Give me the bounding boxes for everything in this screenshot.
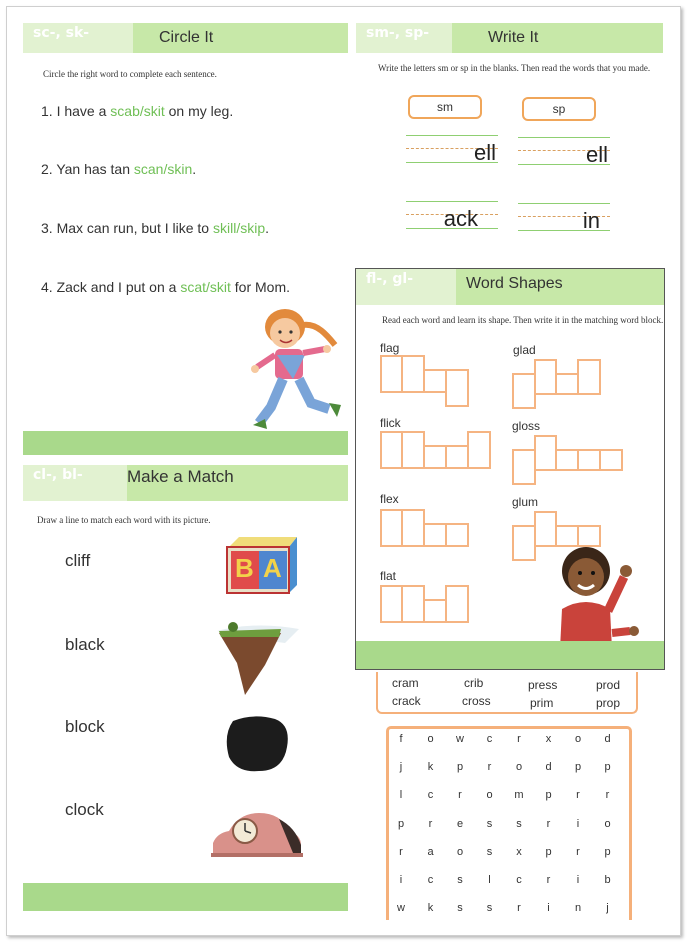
write-it-instruction: Write the letters sm or sp in the blanks. Then read the words that you made. [378,63,651,73]
grid-letter[interactable]: x [545,733,552,745]
grid-letter[interactable]: r [458,789,462,802]
shape-box[interactable] [380,585,403,623]
grid-letter[interactable]: e [456,817,464,830]
grid-letter[interactable]: o [604,817,611,830]
grid-letter[interactable]: r [517,902,521,915]
word-glad: glad [513,343,536,357]
grid-letter[interactable]: d [545,761,552,774]
letter-block-picture[interactable] [223,535,299,595]
shape-box[interactable] [380,509,403,547]
shape-box[interactable] [445,445,469,469]
write-it-header [356,23,663,53]
grid-letter[interactable]: r [546,817,551,830]
make-match-instruction: Draw a line to match each word with its picture. [37,515,211,525]
circle-it-tag: sc-, sk- [23,23,133,53]
match-word-block[interactable]: block [65,717,105,736]
grid-letter[interactable]: p [456,761,464,774]
make-match-footer [23,883,348,911]
grid-letter[interactable]: c [427,874,434,886]
letter-grid [386,726,632,920]
shape-box[interactable] [401,509,425,547]
bank-word-prod: prod [596,678,621,692]
word-bank [376,672,638,714]
grid-letter[interactable]: p [604,845,611,858]
grid-letter[interactable]: x [516,845,522,858]
option-skip[interactable]: skip [240,220,266,236]
bank-word-prim: prim [530,696,554,710]
grid-letter[interactable]: n [574,902,582,915]
grid-letter[interactable]: k [427,902,434,915]
pill-sp: sp [522,97,596,121]
black-blob-picture[interactable] [223,713,293,775]
shape-box[interactable] [445,369,469,407]
grid-letter[interactable]: s [486,845,493,858]
shape-box[interactable] [555,449,579,471]
sentence-3: 3. Max can run, but I like to skill/skip. [41,220,270,236]
running-girl-illustration [245,295,348,440]
word-flag: flag [380,341,400,355]
option-skill[interactable]: skill [212,220,237,236]
grid-letter[interactable]: w [397,902,405,915]
blank-ack[interactable]: ack [406,201,498,229]
match-word-clock[interactable]: clock [65,800,104,819]
write-it-panel [356,23,663,248]
pill-sm: sm [408,95,482,119]
grid-letter[interactable]: s [516,817,522,830]
word-flick: flick [380,416,401,430]
grid-letter[interactable]: r [399,845,403,858]
grid-letter[interactable]: r [517,733,521,745]
grid-letter[interactable]: s [486,902,493,915]
circle-it-header [23,23,348,53]
grid-letter[interactable]: r [576,789,580,802]
grid-letter[interactable]: r [605,789,610,802]
grid-letter[interactable]: r [487,761,492,774]
shape-box[interactable] [423,369,447,393]
word-search-panel [362,672,662,920]
shape-box[interactable] [577,449,601,471]
waving-boy-illustration [552,539,642,649]
grid-letter[interactable]: o [574,733,582,745]
word-shapes-footer [356,641,664,669]
grid-letter[interactable]: c [427,789,434,802]
option-skin[interactable]: skin [167,161,193,177]
word-gloss: gloss [512,419,541,433]
grid-letter[interactable]: j [606,902,609,915]
grid-letter[interactable]: i [576,817,580,830]
shape-box[interactable] [599,449,623,471]
blank-in[interactable]: in [518,203,610,231]
make-match-panel [23,465,348,920]
grid-letter[interactable]: o [427,733,434,745]
shape-box[interactable] [512,373,536,409]
circle-it-panel [23,23,348,457]
word-shapes-instruction: Read each word and learn its shape. Then write it in the matching word block. [382,315,664,325]
shape-box[interactable] [380,431,403,469]
shape-box[interactable] [577,359,601,395]
bank-word-prop: prop [596,696,621,710]
option-skit[interactable]: skit [143,103,165,119]
grid-letter[interactable]: a [427,845,434,858]
option-scab[interactable]: scab [110,103,140,119]
grid-letter[interactable]: o [486,789,493,802]
match-word-black[interactable]: black [65,635,105,654]
grid-letter[interactable]: i [576,874,580,886]
grid-letter[interactable]: o [456,845,464,858]
grid-letter[interactable]: p [604,761,611,774]
option-skit-2[interactable]: skit [209,279,231,295]
grid-letter[interactable]: p [397,817,405,830]
grid-letter[interactable]: d [604,733,611,745]
shape-box[interactable] [445,523,469,547]
word-glum: glum [512,495,539,509]
bank-word-crib: crib [464,676,484,690]
grid-letter[interactable]: b [604,874,611,886]
mantel-clock-picture[interactable] [209,809,305,859]
shape-box[interactable] [512,449,536,485]
circle-it-footer [23,431,348,455]
word-shapes-title: Word Shapes [466,275,563,292]
sentence-4: 4. Zack and I put on a scat/skit for Mom. [41,279,291,295]
sentence-2: 2. Yan has tan scan/skin. [41,161,197,177]
shape-box[interactable] [555,373,579,395]
grid-letter[interactable]: r [576,845,580,858]
bank-word-cram: cram [392,676,419,690]
block-letter-b: B [235,553,254,583]
shape-box[interactable] [401,355,425,393]
grid-letter[interactable]: l [399,789,403,802]
bank-word-crack: crack [392,694,421,708]
grid-letter[interactable]: l [488,874,491,886]
grid-letter[interactable]: w [456,733,464,745]
bank-word-press: press [528,678,558,692]
grid-letter[interactable]: j [399,761,403,774]
shape-box[interactable] [445,585,469,623]
grid-letter[interactable]: c [516,874,522,886]
grid-letter[interactable]: o [515,761,523,774]
write-it-tag: sm-, sp- [356,23,452,53]
word-shapes-tag: fl-, gl- [356,269,456,305]
grid-letter[interactable]: m [514,789,524,802]
grid-letter[interactable]: p [545,789,552,802]
word-flat: flat [380,569,397,583]
grid-letter[interactable]: k [427,761,434,774]
word-flex: flex [380,492,399,506]
circle-it-instruction: Circle the right word to complete each sentence. [43,69,217,79]
shape-box[interactable] [380,355,403,393]
grid-letter[interactable]: s [486,817,493,830]
grid-letter[interactable]: s [457,874,463,886]
blank-ell-1[interactable]: ell [406,135,498,163]
grid-letter[interactable]: i [399,874,403,886]
bank-word-cross: cross [462,694,491,708]
circle-it-title: Circle It [159,29,214,46]
word-shapes-panel [355,268,665,670]
shape-box[interactable] [401,585,425,623]
make-match-tag: cl-, bl- [23,465,127,501]
grid-letter[interactable]: r [428,817,433,830]
shape-box[interactable] [423,523,447,547]
grid-letter[interactable]: c [486,733,493,745]
shape-box[interactable] [534,359,557,395]
grid-letter[interactable]: p [574,761,582,774]
sentence-1: 1. I have a scab/skit on my leg. [41,103,234,119]
match-word-cliff[interactable]: cliff [65,551,91,570]
shape-box[interactable] [467,431,491,469]
grid-letter[interactable]: s [457,902,463,915]
word-shapes-header [356,269,664,305]
shape-box[interactable] [401,431,425,469]
grid-letter[interactable]: r [546,874,551,886]
shape-box[interactable] [512,525,536,561]
shape-box[interactable] [423,445,447,469]
write-it-title: Write It [488,29,539,46]
block-letter-a: A [263,553,282,583]
make-match-title: Make a Match [127,467,234,486]
blank-ell-2[interactable]: ell [518,137,610,165]
shape-box[interactable] [423,599,447,623]
cliff-picture[interactable] [215,617,305,697]
shape-box[interactable] [534,435,557,471]
option-scat[interactable]: scat [180,279,206,295]
option-scan[interactable]: scan [133,161,164,177]
make-match-header [23,465,348,501]
grid-letter[interactable]: i [547,902,550,915]
grid-letter[interactable]: p [545,845,552,858]
grid-letter[interactable]: f [399,733,403,745]
